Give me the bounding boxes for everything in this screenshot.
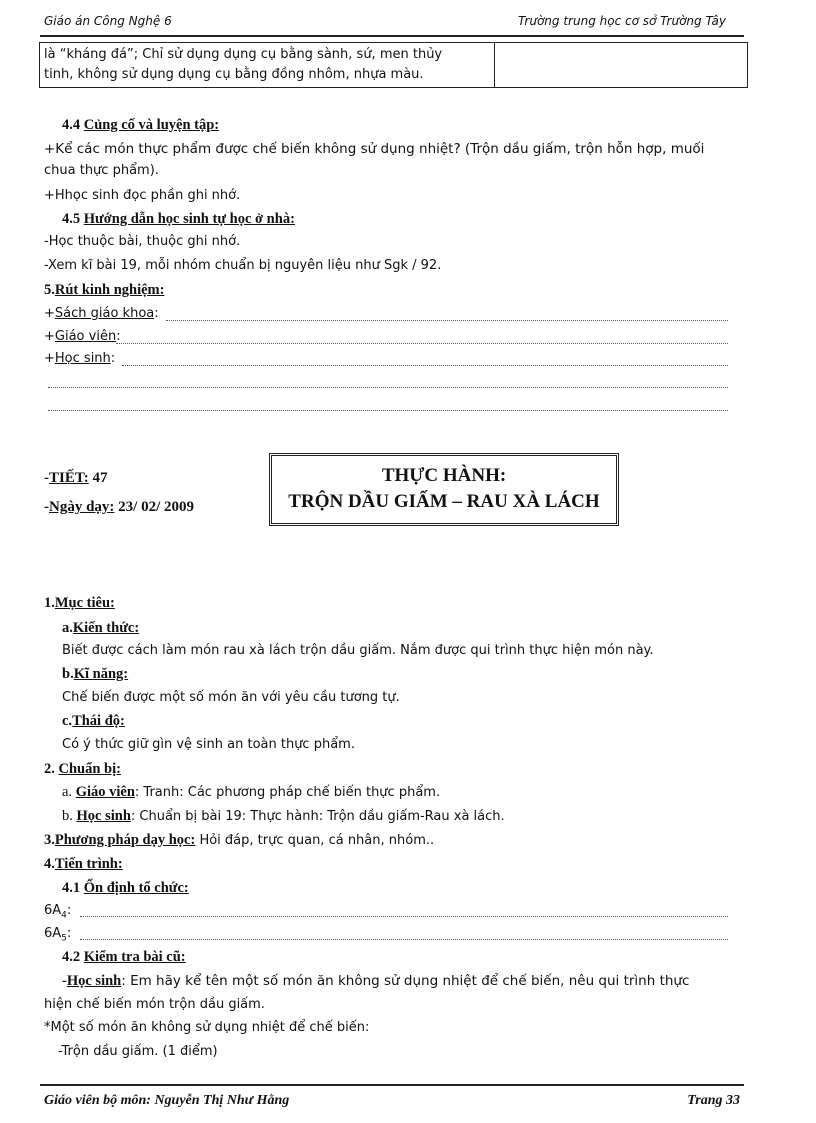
dotted-line — [48, 410, 728, 411]
footer-rule — [40, 1084, 744, 1086]
s1b-title: Kĩ năng: — [73, 666, 129, 682]
dotted-line — [80, 939, 728, 940]
s5-title: Rút kinh nghiệm: — [54, 282, 165, 298]
s5-r2-label: Giáo viên — [54, 329, 117, 344]
s1a-heading — [62, 620, 139, 637]
s3-text: Hỏi đáp, trực quan, cá nhân, nhóm.. — [195, 833, 435, 848]
tiet-line — [44, 470, 107, 487]
dotted-line — [116, 343, 728, 344]
class-6a4 — [44, 903, 71, 921]
s3-num: 3. — [44, 832, 55, 848]
s41-heading — [62, 880, 189, 897]
s4-heading — [44, 856, 123, 873]
q-text: : Em hãy kể tên một số món ăn không sử dụng nhiệt để chế biến, nêu qui trình thực — [121, 973, 690, 989]
s5-row-1 — [44, 306, 159, 321]
ngay-value: 23/ 02/ 2009 — [114, 499, 195, 515]
s3-line — [44, 832, 434, 849]
s1a-num: a. — [62, 620, 73, 636]
s45-num: 4.5 — [62, 211, 84, 227]
s2a-num: a. — [62, 784, 76, 800]
continuation-line-1: là “kháng đá”; Chỉ sử dụng dụng cụ bằng sành, sứ, men thủy — [44, 47, 443, 62]
header-left: Giáo án Công Nghệ 6 — [44, 14, 172, 28]
answer-line-2: -Trộn dầu giấm. (1 điểm) — [58, 1044, 218, 1059]
class2-sub: 5 — [61, 933, 67, 944]
s2b-title: Học sinh — [76, 808, 131, 824]
continuation-cell — [40, 43, 495, 88]
answer-line-1: *Một số món ăn không sử dụng nhiệt để chế biến: — [44, 1020, 370, 1035]
header-rule — [40, 35, 744, 37]
s1-heading — [44, 595, 115, 612]
plus: + — [44, 306, 55, 321]
tiet-value: 47 — [88, 470, 108, 486]
s41-num: 4.1 — [62, 880, 84, 896]
s44-p2: +Hhọc sinh đọc phần ghi nhớ. — [44, 188, 241, 203]
s2a-text: : Tranh: Các phương pháp chế biến thực phẩm. — [134, 785, 441, 800]
s2a-line — [62, 784, 440, 801]
s2b-text: : Chuẩn bị bài 19: Thực hành: Trộn dầu giấm-Rau xà lách. — [130, 809, 505, 824]
s45-heading — [62, 211, 295, 228]
s45-p1: -Học thuộc bài, thuộc ghi nhớ. — [44, 234, 241, 249]
colon: : — [66, 903, 72, 918]
s44-num: 4.4 — [62, 117, 84, 133]
colon: : — [110, 351, 116, 366]
s4-num: 4. — [44, 856, 55, 872]
continuation-line-2: tinh, không sử dụng dụng cụ bằng đồng nhôm, nhựa màu. — [44, 67, 424, 82]
ngay-label: Ngày dạy: — [49, 499, 115, 515]
class-6a5 — [44, 926, 71, 944]
s5-row-2 — [44, 329, 121, 344]
s1a-title: Kiến thức: — [72, 620, 140, 636]
s1b-num: b. — [62, 666, 74, 682]
s45-title: Hướng dẫn học sinh tự học ở nhà: — [83, 211, 295, 227]
s2b-num: b. — [62, 808, 77, 824]
s44-heading — [62, 117, 219, 134]
s5-r1-label: Sách giáo khoa — [54, 306, 155, 321]
s3-title: Phương pháp dạy học: — [54, 832, 196, 848]
s1a-text: Biết được cách làm món rau xà lách trộn dầu giấm. Nắm được qui trình thực hiện món này. — [62, 643, 654, 658]
lesson-title-1: THỰC HÀNH: — [381, 465, 507, 486]
s1b-heading — [62, 666, 128, 683]
s1c-text: Có ý thức giữ gìn vệ sinh an toàn thực phẩm. — [62, 737, 355, 752]
s42-title: Kiểm tra bài cũ: — [83, 949, 186, 965]
s5-r3-label: Học sinh — [54, 351, 111, 366]
class1-sub: 4 — [61, 910, 67, 921]
s5-heading — [44, 282, 164, 299]
s1c-heading — [62, 713, 125, 730]
s2a-title: Giáo viên — [75, 784, 135, 800]
ngay-line — [44, 499, 194, 516]
dotted-line — [80, 916, 728, 917]
s2-heading — [44, 761, 121, 778]
continuation-empty-cell — [495, 43, 748, 88]
colon: : — [116, 329, 121, 344]
s5-row-3 — [44, 351, 115, 366]
lesson-title-2: TRỘN DẦU GIẤM – RAU XÀ LÁCH — [288, 491, 600, 512]
tiet-label: TIẾT: — [49, 470, 89, 486]
lesson-title-box — [269, 453, 619, 526]
q-label: Học sinh — [66, 973, 122, 989]
footer-left: Giáo viên bộ môn: Nguyễn Thị Như Hằng — [44, 1093, 290, 1108]
s1c-num: c. — [62, 713, 73, 729]
s44-p1b: chua thực phẩm). — [44, 163, 159, 178]
s45-p2: -Xem kĩ bài 19, mỗi nhóm chuẩn bị nguyên liệu như Sgk / 92. — [44, 258, 442, 273]
dash: - — [44, 470, 49, 486]
s42-num: 4.2 — [62, 949, 84, 965]
s2-num: 2. — [44, 761, 59, 777]
s2-title: Chuẩn bị: — [58, 761, 121, 777]
s4-title: Tiến trình: — [54, 856, 123, 872]
dotted-line — [48, 387, 728, 388]
q-dash: - — [62, 973, 67, 989]
colon: : — [66, 926, 72, 941]
s5-num: 5. — [44, 282, 55, 298]
s1b-text: Chế biến được một số món ăn với yêu cầu tương tự. — [62, 690, 400, 705]
s1-title: Mục tiêu: — [54, 595, 115, 611]
question-line — [62, 973, 689, 990]
footer-page: Trang 33 — [687, 1093, 740, 1108]
plus: + — [44, 351, 55, 366]
s44-p1a: +Kể các món thực phẩm được chế biến không sử dụng nhiệt? (Trộn dầu giấm, trộn hỗn hợp, muối — [44, 141, 705, 157]
s1-num: 1. — [44, 595, 55, 611]
s1c-title: Thái độ: — [72, 713, 125, 729]
s2b-line — [62, 808, 505, 825]
class1: 6A — [44, 903, 62, 918]
question-line-2: hiện chế biến món trộn dầu giấm. — [44, 997, 265, 1012]
class2: 6A — [44, 926, 62, 941]
s41-title: Ổn định tổ chức: — [83, 880, 189, 896]
s42-heading — [62, 949, 186, 966]
dash: - — [44, 499, 49, 515]
header-right: Trường trung học cơ sở Trường Tây — [518, 14, 726, 28]
continuation-table — [39, 42, 748, 88]
s44-title: Củng cố và luyện tập: — [83, 117, 220, 133]
colon: : — [154, 306, 159, 321]
dotted-line — [122, 365, 728, 366]
plus: + — [44, 329, 55, 344]
dotted-line — [166, 320, 728, 321]
